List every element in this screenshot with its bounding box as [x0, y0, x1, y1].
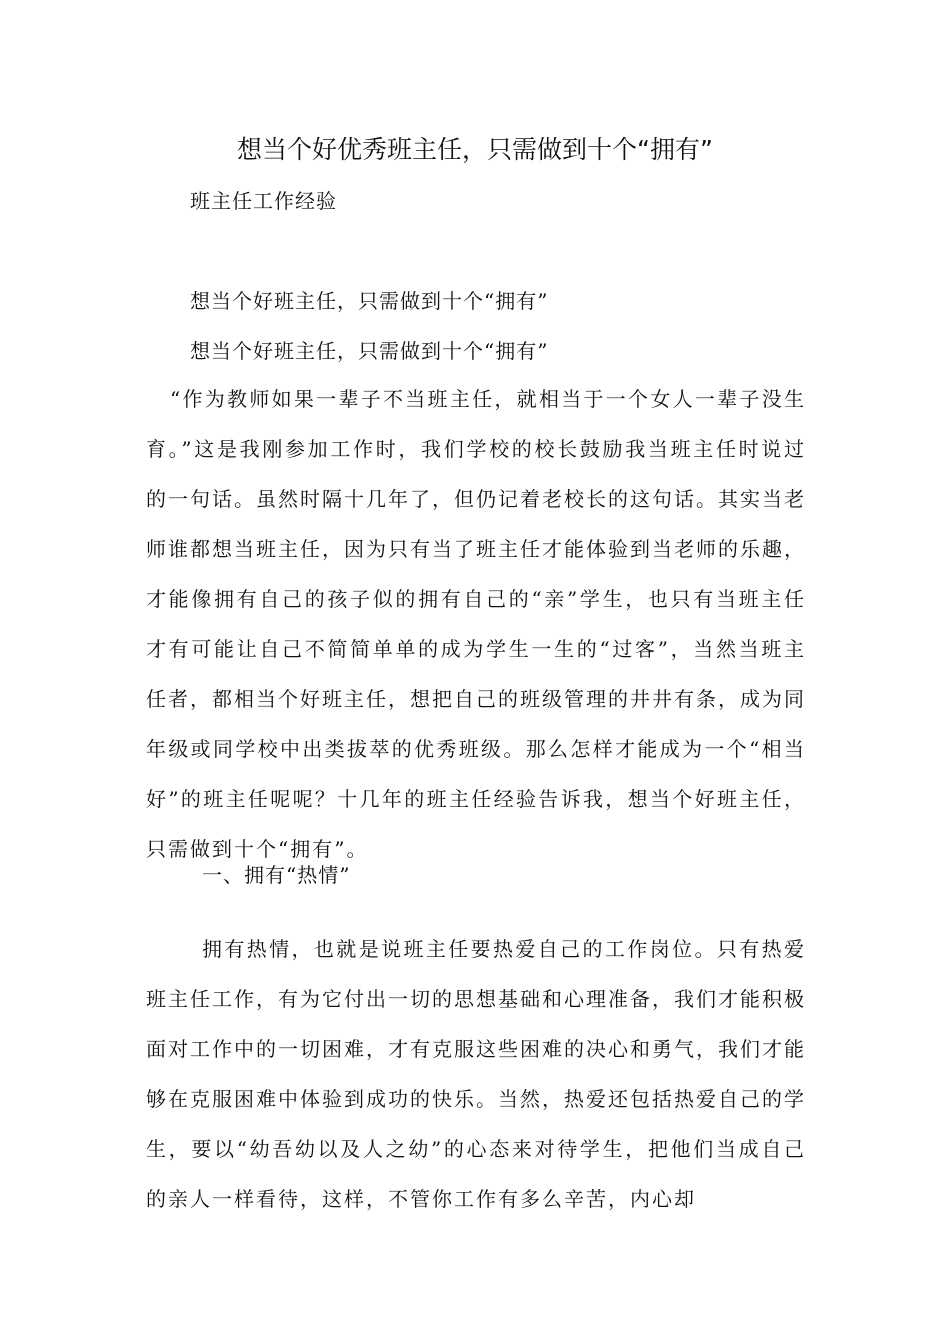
section-heading: 一、拥有“热情”: [202, 863, 351, 887]
body-paragraph: “作为教师如果一辈子不当班主任，就相当于一个女人一辈子没生育。”这是我刚参加工作时，我们学校的校长鼓励我当班主任时说过的一句话。虽然时隔十几年了，但仍记着老校长的这句话。其实当老师谁都想当班主任，因为只有当了班主任才能体验到当老师的乐趣，才能像拥有自己的孩子似的拥有自己的“亲”学生，也只有当班主任才有可能让自己不简简单单的成为学生一生的“过客”，当然当班主任者，都相当个好班主任，想把自己的班级管理的井井有条，成为同年级或同学校中出类拔萃的优秀班级。那么怎样才能成为一个“相当好”的班主任呢呢？十几年的班主任经验告诉我，想当个好班主任，只需做到十个“拥有”。: [146, 387, 806, 861]
heading-line: 想当个好班主任，只需做到十个“拥有”: [190, 339, 549, 363]
heading-line: 想当个好班主任，只需做到十个“拥有”: [190, 289, 549, 313]
body-paragraph: 拥有热情，也就是说班主任要热爱自己的工作岗位。只有热爱班主任工作，有为它付出一切的思想基础和心理准备，我们才能积极面对工作中的一切困难，才有克服这些困难的决心和勇气，我们才能够在克服困难中体验到成功的快乐。当然，热爱还包括热爱自己的学生，要以“幼吾幼以及人之幼”的心态来对待学生，把他们当成自己的亲人一样看待，这样，不管你工作有多么辛苦，内心却: [146, 937, 806, 1211]
document-subtitle: 班主任工作经验: [190, 189, 337, 213]
document-title: 想当个好优秀班主任，只需做到十个“拥有”: [237, 135, 713, 164]
